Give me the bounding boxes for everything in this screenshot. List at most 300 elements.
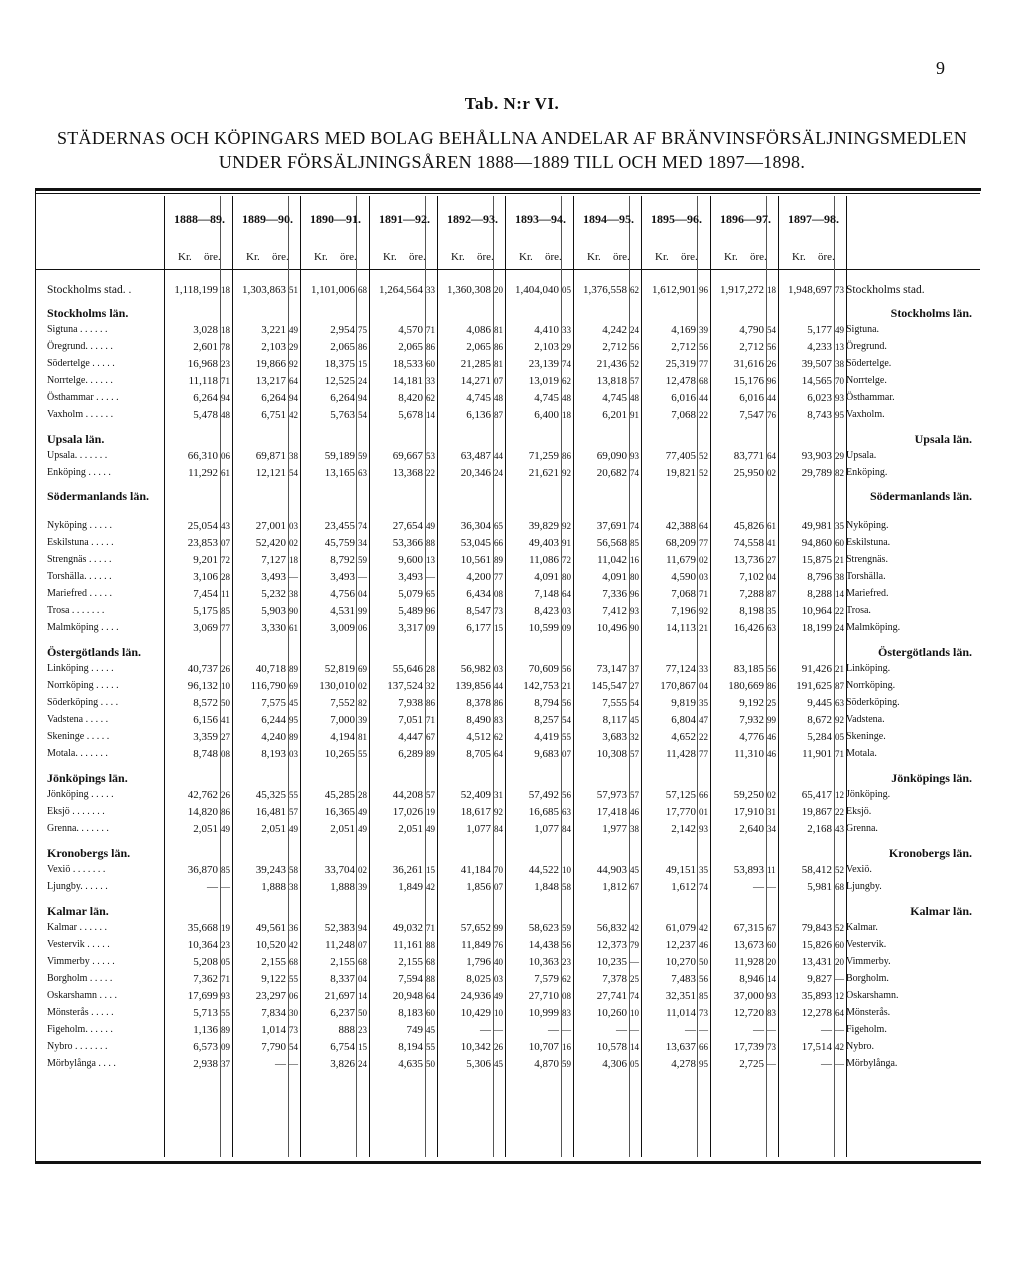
- cell-ore: 71: [221, 974, 230, 984]
- cell-ore: 67: [767, 923, 776, 933]
- cell-ore: 07: [494, 882, 503, 892]
- section-heading-right: Jönköpings län.: [891, 771, 972, 785]
- cell-kr: 10,265: [324, 748, 355, 760]
- cell-ore: 24: [358, 1059, 367, 1069]
- cell-ore: 86: [494, 698, 503, 708]
- cell-ore: 74: [630, 521, 639, 531]
- cell-kr: 53,893: [733, 864, 764, 876]
- cell-kr: 2,712: [671, 341, 696, 353]
- cell-kr: 2,103: [534, 341, 559, 353]
- cell-kr: 49,032: [392, 922, 423, 934]
- section-heading: Stockholms län.: [47, 306, 129, 320]
- cell-kr: 18,199: [801, 622, 832, 634]
- table-label: Tab. N:r VI.: [464, 94, 560, 113]
- cell-kr: 42,388: [665, 520, 696, 532]
- cell-kr: 79,843: [801, 922, 832, 934]
- unit-ore: öre.: [340, 251, 357, 263]
- cell-kr: 7,127: [261, 554, 286, 566]
- cell-kr: 49,981: [801, 520, 832, 532]
- cell-ore: 32: [630, 732, 639, 742]
- cell-ore: 77: [699, 538, 708, 548]
- cell-kr: 11,118: [188, 375, 218, 387]
- row-label-right: Eskilstuna.: [846, 537, 891, 548]
- row-label-right: Norrköping.: [846, 680, 896, 691]
- cell-ore: 26: [767, 359, 776, 369]
- cell-ore: —: [699, 1025, 708, 1035]
- cell-kr: 6,434: [466, 588, 491, 600]
- cell-kr: 6,136: [466, 409, 491, 421]
- row-label: Trosa . . . . . . .: [47, 605, 105, 616]
- cell-kr: 11,679: [666, 554, 696, 566]
- cell-kr: 21,697: [324, 990, 355, 1002]
- row-label: Söderköping . . . .: [47, 697, 119, 708]
- cell-kr: 20,682: [596, 467, 627, 479]
- cell-kr: 11,901: [802, 748, 832, 760]
- cell-kr: 7,412: [602, 605, 627, 617]
- cell-kr: 9,122: [261, 973, 286, 985]
- cell-kr: 191,625: [796, 680, 832, 692]
- row-label: Stockholms stad. .: [47, 284, 132, 296]
- cell-ore: 55: [289, 790, 298, 800]
- row-label: Strengnäs . . . . .: [47, 554, 112, 565]
- unit-ore: öre.: [681, 251, 698, 263]
- cell-ore: 77: [699, 359, 708, 369]
- cell-ore: 56: [767, 664, 776, 674]
- table-header-rule: [35, 269, 980, 270]
- cell-kr: 5,175: [193, 605, 218, 617]
- cell-kr: 7,051: [398, 714, 423, 726]
- cell-ore: 26: [494, 1042, 503, 1052]
- cell-kr: 16,968: [187, 358, 218, 370]
- cell-kr: 69,871: [255, 450, 286, 462]
- cell-kr: 6,754: [330, 1041, 355, 1053]
- cell-ore: 52: [835, 865, 844, 875]
- cell-ore: 39: [358, 715, 367, 725]
- cell-kr: 44,903: [596, 864, 627, 876]
- cell-kr: 2,155: [330, 956, 355, 968]
- cell-kr: 57,973: [596, 789, 627, 801]
- cell-kr: 3,028: [193, 324, 218, 336]
- cell-kr: 40,737: [187, 663, 218, 675]
- cell-ore: 52: [835, 923, 844, 933]
- cell-kr: 5,678: [398, 409, 423, 421]
- cell-kr: 10,964: [801, 605, 832, 617]
- cell-kr: 17,026: [392, 806, 423, 818]
- cell-kr: 7,932: [739, 714, 764, 726]
- cell-kr: 2,938: [193, 1058, 218, 1070]
- cell-ore: 48: [221, 410, 230, 420]
- cell-ore: 61: [767, 521, 776, 531]
- cell-ore: 03: [494, 664, 503, 674]
- cell-ore: 92: [699, 606, 708, 616]
- cell-ore: 73: [289, 1025, 298, 1035]
- cell-kr: —: [275, 1058, 286, 1070]
- cell-ore: 60: [835, 538, 844, 548]
- cell-kr: 91,426: [801, 663, 832, 675]
- cell-ore: 96: [630, 589, 639, 599]
- table-row: [0, 358, 1024, 374]
- cell-ore: 49: [835, 325, 844, 335]
- cell-kr: 31,616: [733, 358, 764, 370]
- cell-kr: 5,713: [193, 1007, 218, 1019]
- table-row: [0, 806, 1024, 822]
- cell-kr: 6,400: [534, 409, 559, 421]
- cell-kr: 1,612: [671, 881, 696, 893]
- cell-ore: 42: [289, 940, 298, 950]
- cell-kr: 49,561: [255, 922, 286, 934]
- cell-kr: 10,260: [596, 1007, 627, 1019]
- cell-ore: 12: [835, 991, 844, 1001]
- cell-ore: 10: [630, 1008, 639, 1018]
- cell-ore: 03: [699, 572, 708, 582]
- cell-ore: 14: [630, 1042, 639, 1052]
- cell-kr: 10,707: [528, 1041, 559, 1053]
- cell-kr: 83,185: [733, 663, 764, 675]
- cell-kr: 4,756: [330, 588, 355, 600]
- cell-kr: 10,599: [528, 622, 559, 634]
- cell-kr: 7,594: [398, 973, 423, 985]
- cell-kr: 55,646: [392, 663, 423, 675]
- cell-ore: 70: [494, 865, 503, 875]
- cell-ore: 04: [358, 974, 367, 984]
- cell-ore: 05: [221, 957, 230, 967]
- row-label-right: Nybro.: [846, 1041, 875, 1052]
- cell-kr: 4,447: [398, 731, 423, 743]
- cell-ore: 02: [699, 555, 708, 565]
- unit-kr: Kr.: [178, 251, 192, 263]
- cell-ore: 75: [358, 325, 367, 335]
- cell-ore: 32: [426, 681, 435, 691]
- row-label: Skeninge . . . . .: [47, 731, 110, 742]
- cell-kr: 17,699: [187, 990, 218, 1002]
- cell-kr: 36,261: [392, 864, 423, 876]
- unit-kr: Kr.: [383, 251, 397, 263]
- cell-ore: 93: [630, 606, 639, 616]
- cell-ore: 37: [221, 1059, 230, 1069]
- cell-ore: 22: [835, 606, 844, 616]
- cell-ore: 95: [289, 715, 298, 725]
- row-label: Södertelge . . . . .: [47, 358, 115, 369]
- table-row: [0, 392, 1024, 408]
- cell-kr: 9,683: [534, 748, 559, 760]
- cell-kr: 16,426: [733, 622, 764, 634]
- cell-kr: 4,652: [671, 731, 696, 743]
- cell-ore: 06: [221, 451, 230, 461]
- table-row: [0, 284, 1024, 300]
- table-row: [0, 341, 1024, 357]
- table-row: [0, 956, 1024, 972]
- cell-kr: 1,118,199: [174, 284, 218, 296]
- table-row: [0, 1024, 1024, 1040]
- row-label: Sigtuna . . . . . .: [47, 324, 108, 335]
- row-label-right: Trosa.: [846, 605, 871, 616]
- cell-kr: 9,600: [398, 554, 423, 566]
- cell-ore: 14: [426, 410, 435, 420]
- section-heading-right: Östergötlands län.: [877, 645, 972, 659]
- row-label: Torshälla. . . . . .: [47, 571, 112, 582]
- cell-ore: 88: [426, 940, 435, 950]
- cell-kr: 36,870: [187, 864, 218, 876]
- cell-ore: 92: [494, 807, 503, 817]
- cell-ore: 80: [562, 572, 571, 582]
- cell-ore: 64: [835, 1008, 844, 1018]
- unit-ore: öre.: [477, 251, 494, 263]
- table-row: [0, 731, 1024, 747]
- year-header: 1896—97.: [720, 212, 771, 226]
- cell-kr: 4,233: [807, 341, 832, 353]
- cell-ore: —: [767, 882, 776, 892]
- unit-ore: öre.: [272, 251, 289, 263]
- cell-kr: 58,412: [801, 864, 832, 876]
- cell-kr: 45,759: [324, 537, 355, 549]
- table-row: [0, 922, 1024, 938]
- cell-kr: 8,705: [466, 748, 491, 760]
- cell-ore: 96: [426, 606, 435, 616]
- row-label-right: Sigtuna.: [846, 324, 880, 335]
- cell-ore: 56: [699, 342, 708, 352]
- cell-ore: 18: [289, 555, 298, 565]
- row-label: Linköping . . . . .: [47, 663, 114, 674]
- cell-ore: 86: [426, 698, 435, 708]
- cell-kr: 2,640: [739, 823, 764, 835]
- cell-kr: 7,552: [330, 697, 355, 709]
- cell-ore: 83: [562, 1008, 571, 1018]
- cell-ore: 52: [699, 451, 708, 461]
- cell-kr: 4,870: [534, 1058, 559, 1070]
- cell-ore: 06: [358, 623, 367, 633]
- cell-ore: 18: [767, 285, 776, 295]
- cell-kr: 11,161: [393, 939, 423, 951]
- cell-kr: 10,496: [596, 622, 627, 634]
- cell-ore: 15: [426, 865, 435, 875]
- cell-ore: 12: [835, 790, 844, 800]
- cell-kr: 8,288: [807, 588, 832, 600]
- cell-kr: 67,315: [733, 922, 764, 934]
- cell-kr: 749: [406, 1024, 423, 1036]
- cell-kr: 6,201: [602, 409, 627, 421]
- cell-kr: 137,524: [387, 680, 423, 692]
- cell-kr: 6,016: [671, 392, 696, 404]
- cell-kr: 7,575: [261, 697, 286, 709]
- cell-kr: 6,264: [330, 392, 355, 404]
- cell-ore: 13: [426, 555, 435, 565]
- cell-kr: 8,672: [807, 714, 832, 726]
- cell-ore: 39: [699, 325, 708, 335]
- cell-ore: 89: [494, 555, 503, 565]
- cell-ore: 54: [358, 410, 367, 420]
- year-header: 1891—92.: [379, 212, 430, 226]
- cell-ore: 07: [562, 749, 571, 759]
- cell-kr: 52,383: [324, 922, 355, 934]
- cell-kr: 2,051: [330, 823, 355, 835]
- cell-ore: 68: [835, 882, 844, 892]
- row-label-right: Mariefred.: [846, 588, 889, 599]
- unit-ore: öre.: [750, 251, 767, 263]
- cell-ore: 56: [630, 342, 639, 352]
- row-label: Norrköping . . . . .: [47, 680, 119, 691]
- cell-kr: 2,051: [398, 823, 423, 835]
- cell-kr: 19,867: [801, 806, 832, 818]
- cell-ore: 34: [767, 824, 776, 834]
- cell-kr: 14,820: [187, 806, 218, 818]
- cell-kr: 1,917,272: [720, 284, 764, 296]
- row-label-right: Ljungby.: [846, 881, 882, 892]
- cell-kr: 3,683: [602, 731, 627, 743]
- cell-kr: 71,259: [528, 450, 559, 462]
- page-number: 9: [936, 58, 945, 78]
- section-heading: Upsala län.: [47, 432, 105, 446]
- cell-ore: 42: [289, 410, 298, 420]
- cell-ore: 58: [562, 882, 571, 892]
- cell-ore: 63: [767, 623, 776, 633]
- cell-kr: 35,893: [801, 990, 832, 1002]
- unit-ore: öre.: [409, 251, 426, 263]
- cell-ore: 70: [835, 376, 844, 386]
- cell-ore: 14: [767, 974, 776, 984]
- cell-kr: 14,565: [801, 375, 832, 387]
- cell-ore: 02: [358, 865, 367, 875]
- cell-ore: 74: [699, 882, 708, 892]
- cell-ore: 38: [630, 824, 639, 834]
- cell-kr: 4,169: [671, 324, 696, 336]
- cell-kr: 8,796: [807, 571, 832, 583]
- cell-ore: —: [494, 1025, 503, 1035]
- cell-kr: 1,856: [466, 881, 491, 893]
- unit-kr: Kr.: [724, 251, 738, 263]
- cell-ore: 43: [835, 824, 844, 834]
- cell-kr: 24,936: [460, 990, 491, 1002]
- cell-kr: 27,710: [528, 990, 559, 1002]
- cell-kr: 17,514: [801, 1041, 832, 1053]
- row-label-right: Skeninge.: [846, 731, 886, 742]
- cell-kr: —: [207, 881, 218, 893]
- cell-kr: 4,745: [602, 392, 627, 404]
- cell-ore: 04: [358, 589, 367, 599]
- cell-ore: 81: [494, 325, 503, 335]
- cell-kr: 1,136: [193, 1024, 218, 1036]
- cell-ore: 05: [835, 732, 844, 742]
- cell-ore: 64: [562, 589, 571, 599]
- cell-ore: 35: [835, 521, 844, 531]
- cell-kr: 16,481: [255, 806, 286, 818]
- cell-ore: 73: [835, 285, 844, 295]
- cell-kr: 2,103: [261, 341, 286, 353]
- cell-ore: 90: [630, 623, 639, 633]
- section-heading: Kalmar län.: [47, 904, 109, 918]
- cell-ore: 84: [494, 824, 503, 834]
- cell-kr: 5,763: [330, 409, 355, 421]
- cell-ore: 63: [358, 468, 367, 478]
- row-label: Grenna. . . . . . .: [47, 823, 109, 834]
- row-label-right: Öregrund.: [846, 341, 887, 352]
- cell-kr: 7,579: [534, 973, 559, 985]
- cell-ore: 33: [699, 664, 708, 674]
- cell-kr: 7,362: [193, 973, 218, 985]
- cell-ore: 46: [767, 749, 776, 759]
- cell-kr: 4,240: [261, 731, 286, 743]
- cell-kr: 44,522: [528, 864, 559, 876]
- cell-ore: 30: [289, 1008, 298, 1018]
- cell-ore: 24: [630, 325, 639, 335]
- cell-ore: 54: [562, 715, 571, 725]
- cell-ore: 21: [699, 623, 708, 633]
- cell-ore: 76: [767, 410, 776, 420]
- cell-ore: 85: [630, 538, 639, 548]
- cell-ore: 42: [630, 923, 639, 933]
- cell-kr: 8,193: [261, 748, 286, 760]
- cell-ore: 68: [289, 957, 298, 967]
- cell-ore: 49: [358, 807, 367, 817]
- cell-ore: 93: [767, 991, 776, 1001]
- cell-kr: 35,668: [187, 922, 218, 934]
- cell-ore: 86: [562, 451, 571, 461]
- cell-ore: 91: [562, 538, 571, 548]
- cell-ore: 69: [358, 664, 367, 674]
- cell-kr: 8,378: [466, 697, 491, 709]
- cell-ore: 37: [630, 664, 639, 674]
- table-row: [0, 680, 1024, 696]
- cell-kr: 142,753: [523, 680, 559, 692]
- cell-ore: 87: [767, 589, 776, 599]
- cell-kr: 6,023: [807, 392, 832, 404]
- cell-kr: 9,819: [671, 697, 696, 709]
- cell-ore: 07: [358, 940, 367, 950]
- cell-kr: 1,404,040: [515, 284, 559, 296]
- cell-kr: 5,478: [193, 409, 218, 421]
- cell-kr: 7,102: [739, 571, 764, 583]
- cell-kr: 21,285: [460, 358, 491, 370]
- table-row: [0, 605, 1024, 621]
- cell-kr: 2,168: [807, 823, 832, 835]
- unit-kr: Kr.: [451, 251, 465, 263]
- cell-ore: 96: [767, 376, 776, 386]
- cell-ore: 03: [494, 974, 503, 984]
- cell-ore: 45: [630, 865, 639, 875]
- section-heading: Kronobergs län.: [47, 846, 131, 860]
- cell-ore: 57: [426, 790, 435, 800]
- cell-ore: 36: [289, 923, 298, 933]
- cell-ore: 45: [494, 1059, 503, 1069]
- cell-kr: 10,999: [528, 1007, 559, 1019]
- cell-ore: 21: [562, 681, 571, 691]
- unit-kr: Kr.: [246, 251, 260, 263]
- cell-kr: 68,209: [665, 537, 696, 549]
- cell-kr: 8,423: [534, 605, 559, 617]
- cell-ore: 59: [358, 451, 367, 461]
- cell-ore: 09: [426, 623, 435, 633]
- cell-ore: 99: [767, 715, 776, 725]
- cell-kr: 20,948: [392, 990, 423, 1002]
- cell-kr: 9,445: [807, 697, 832, 709]
- cell-kr: 29,789: [801, 467, 832, 479]
- cell-kr: 2,065: [466, 341, 491, 353]
- cell-kr: 49,151: [665, 864, 696, 876]
- cell-kr: 2,954: [330, 324, 355, 336]
- cell-ore: 65: [426, 589, 435, 599]
- cell-ore: 02: [358, 681, 367, 691]
- cell-kr: 6,804: [671, 714, 696, 726]
- cell-ore: 77: [221, 623, 230, 633]
- row-label: Eksjö . . . . . . .: [47, 806, 105, 817]
- cell-kr: 17,739: [733, 1041, 764, 1053]
- cell-ore: 02: [767, 468, 776, 478]
- cell-ore: 94: [289, 393, 298, 403]
- cell-ore: 61: [289, 623, 298, 633]
- cell-kr: 1,888: [330, 881, 355, 893]
- cell-ore: 62: [426, 393, 435, 403]
- cell-kr: 4,419: [534, 731, 559, 743]
- cell-ore: 92: [562, 521, 571, 531]
